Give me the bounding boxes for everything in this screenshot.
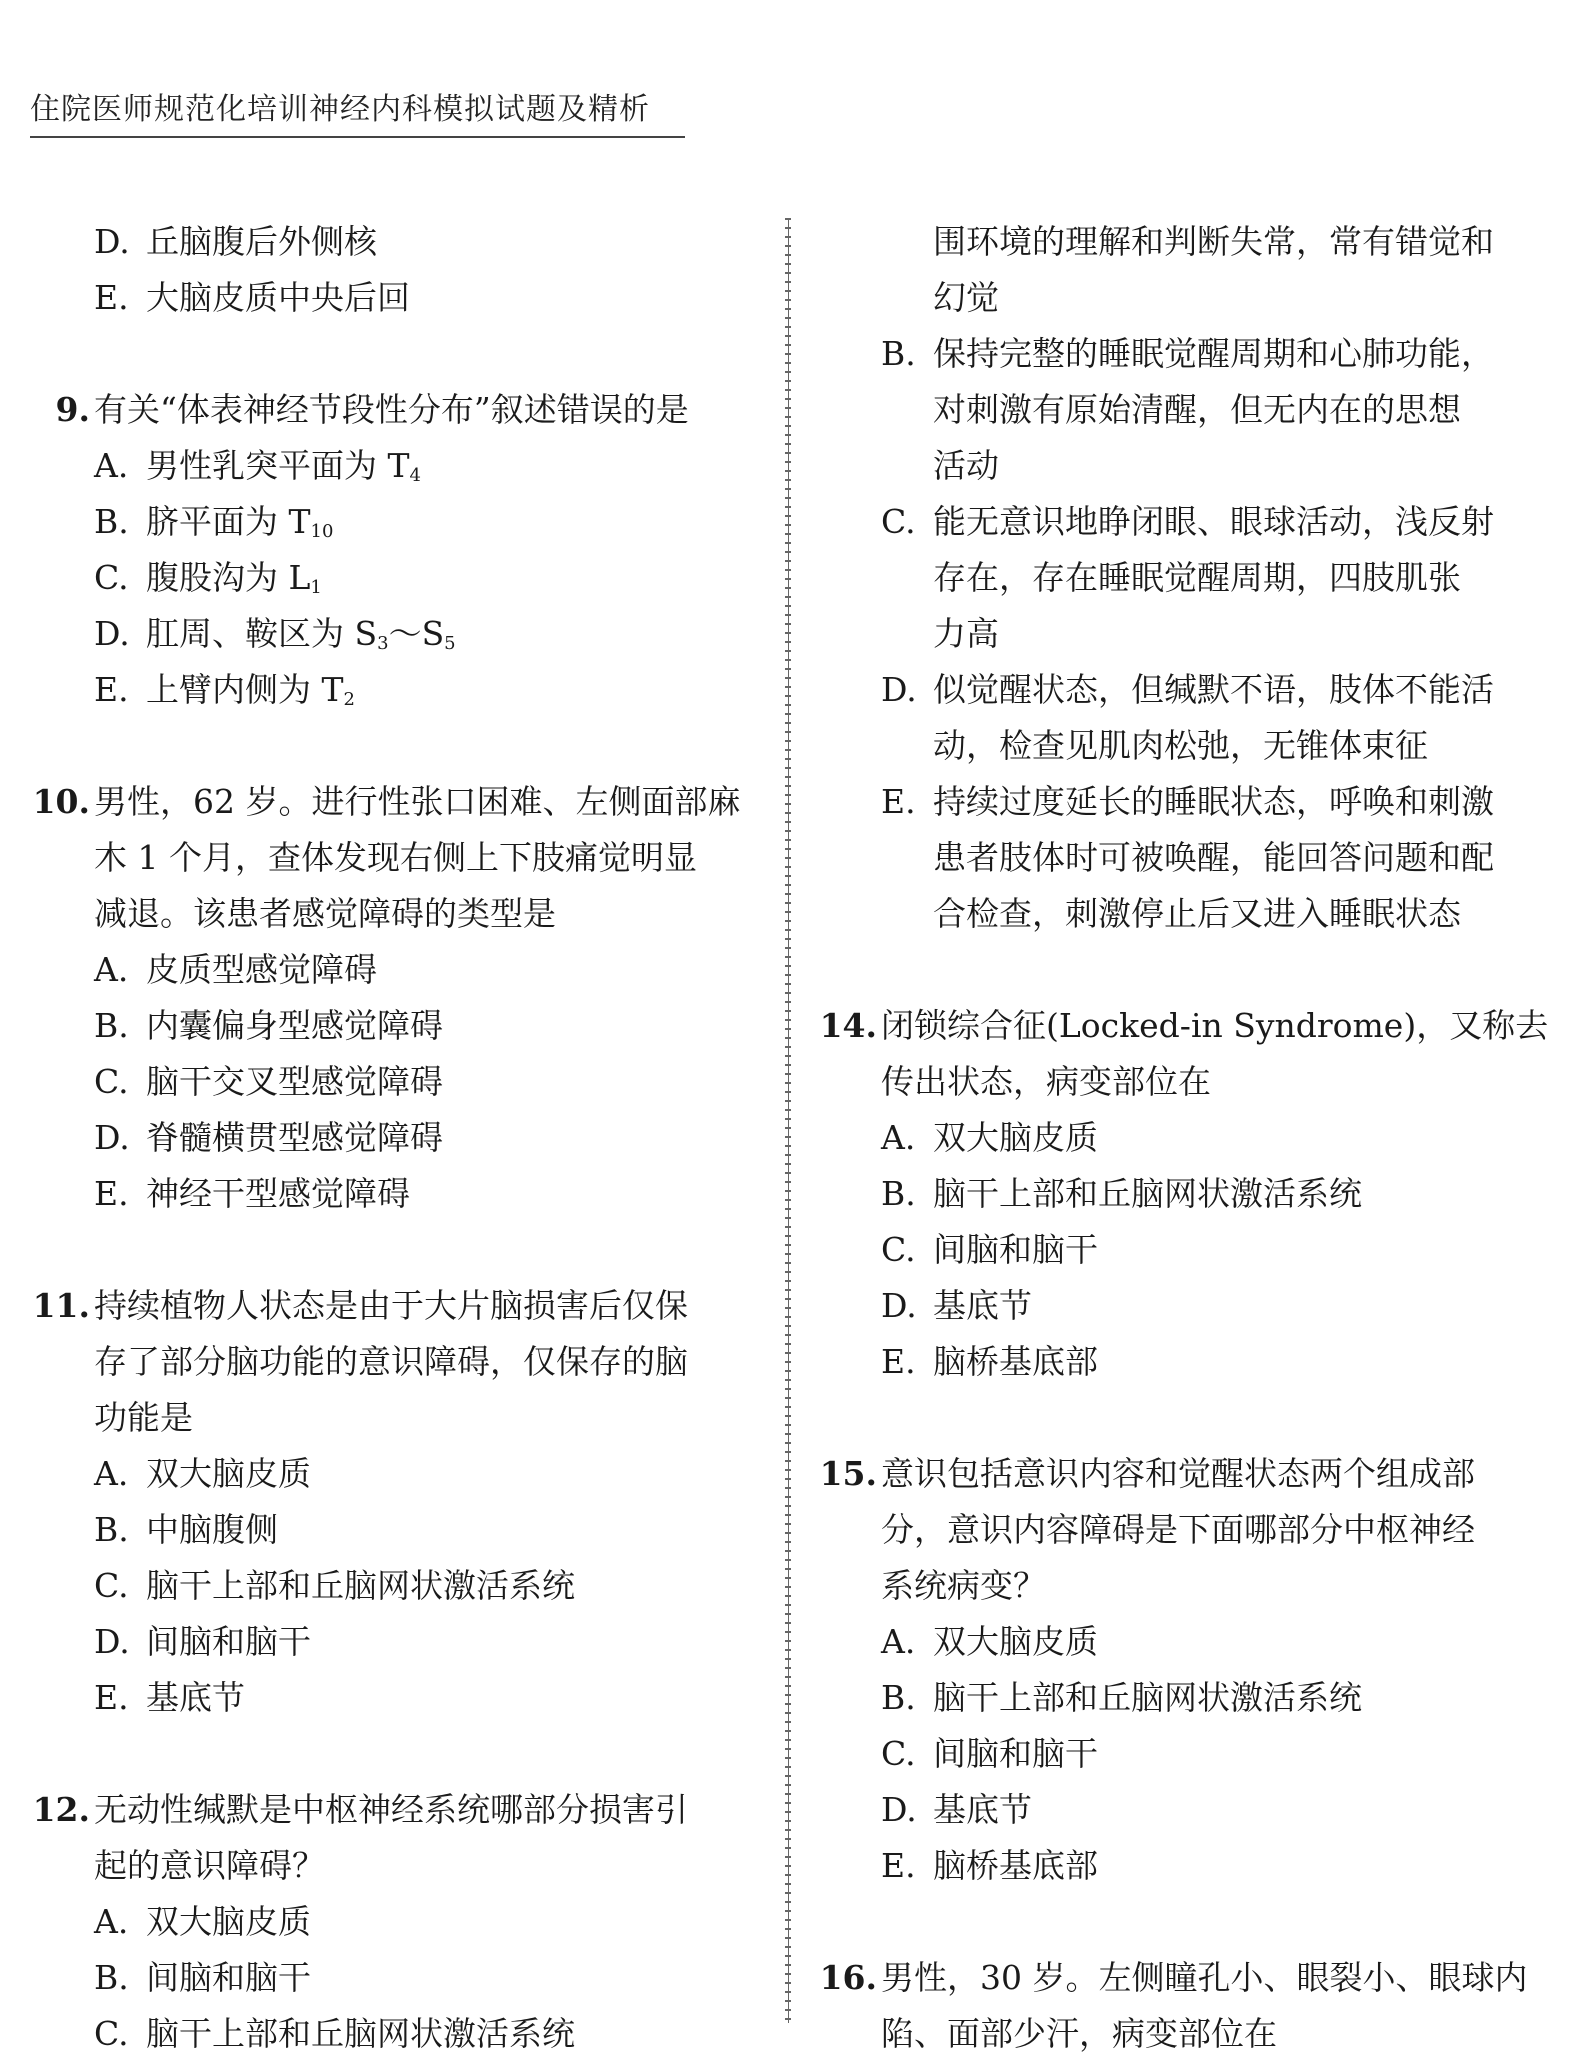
option-continuation: 患者肢体时可被唤醒，能回答问题和配	[933, 838, 1494, 877]
question-9	[28, 382, 763, 718]
option-continuation: 力高	[933, 614, 999, 653]
question-stem: 起的意识障碍？	[94, 1846, 325, 1885]
option: D. 基底节	[881, 1790, 1032, 1829]
option: A. 男性乳突平面为 $T_4$	[94, 446, 421, 486]
right-column	[815, 214, 1560, 2062]
option: B. 脐平面为 $T_{10}$	[94, 502, 334, 542]
question-stem: 存了部分脑功能的意识障碍，仅保存的脑	[94, 1342, 688, 1381]
option: D. 间脑和脑干	[94, 1622, 311, 1661]
option: B. 保持完整的睡眠觉醒周期和心肺功能，	[881, 334, 1494, 373]
option-continuation: 围环境的理解和判断失常，常有错觉和	[933, 222, 1494, 261]
option: D. 似觉醒状态，但缄默不语，肢体不能活	[881, 670, 1494, 709]
question-number: 14.	[819, 1006, 877, 1045]
option-continuation: 活动	[933, 446, 999, 485]
option-continuation: 合检查，刺激停止后又进入睡眠状态	[933, 894, 1461, 933]
option: C. 脑干上部和丘脑网状激活系统	[94, 1566, 575, 1605]
question-number: 9.	[55, 390, 90, 429]
question-stem: 14. 闭锁综合征(Locked-in Syndrome)，又称去	[815, 998, 1560, 1054]
question-12	[28, 1782, 763, 2062]
question-number: 11.	[32, 1286, 90, 1325]
question-stem: 分，意识内容障碍是下面哪部分中枢神经	[881, 1510, 1475, 1549]
option: E. 基底节	[94, 1678, 245, 1717]
option: C. 间脑和脑干	[881, 1230, 1098, 1269]
question-stem: 减退。该患者感觉障碍的类型是	[94, 894, 556, 933]
option: A. 双大脑皮质	[881, 1622, 1098, 1661]
option: E. 脑桥基底部	[881, 1342, 1098, 1381]
question-number: 10.	[32, 782, 90, 821]
column-divider	[785, 218, 791, 2023]
option: A. 双大脑皮质	[94, 1902, 311, 1941]
option: C. 脑干交叉型感觉障碍	[94, 1062, 443, 1101]
option: D. 基底节	[881, 1286, 1032, 1325]
option-continuation: 动，检查见肌肉松弛，无锥体束征	[933, 726, 1428, 765]
question-number: 15.	[819, 1454, 877, 1493]
question-stem: 功能是	[94, 1398, 193, 1437]
option: E. 上臂内侧为 $T_2$	[94, 670, 355, 710]
option: B. 内囊偏身型感觉障碍	[94, 1006, 443, 1045]
question-stem: 木 1 个月，查体发现右侧上下肢痛觉明显	[94, 838, 697, 877]
option: E. 脑桥基底部	[881, 1846, 1098, 1885]
left-column	[28, 214, 763, 2062]
option: D. 肛周、鞍区为 $S_3\sim S_5$	[94, 614, 456, 654]
question-11	[28, 1278, 763, 1726]
option: A. 双大脑皮质	[881, 1118, 1098, 1157]
question-stem: 9. 有关“体表神经节段性分布”叙述错误的是	[28, 382, 763, 438]
running-header: 住院医师规范化培训神经内科模拟试题及精析	[30, 84, 685, 138]
option: C. 间脑和脑干	[881, 1734, 1098, 1773]
option: E. 持续过度延长的睡眠状态，呼唤和刺激	[881, 782, 1494, 821]
option: E. 神经干型感觉障碍	[94, 1174, 410, 1213]
option: B. 脑干上部和丘脑网状激活系统	[881, 1678, 1362, 1717]
question-number: 12.	[32, 1790, 90, 1829]
question-stem: 16. 男性，30 岁。左侧瞳孔小、眼裂小、眼球内	[815, 1950, 1560, 2006]
question-16	[815, 1950, 1560, 2062]
question-stem: 10. 男性，62 岁。进行性张口困难、左侧面部麻	[28, 774, 763, 830]
question-stem: 陷、面部少汗，病变部位在	[881, 2014, 1277, 2053]
question-stem: 系统病变？	[881, 1566, 1046, 1605]
option-continuation: 存在，存在睡眠觉醒周期，四肢肌张	[933, 558, 1461, 597]
question-stem: 15. 意识包括意识内容和觉醒状态两个组成部	[815, 1446, 1560, 1502]
question-15	[815, 1446, 1560, 1894]
question-stem: 11. 持续植物人状态是由于大片脑损害后仅保	[28, 1278, 763, 1334]
option: C. 能无意识地睁闭眼、眼球活动，浅反射	[881, 502, 1494, 541]
option: C. 腹股沟为 $L_1$	[94, 558, 322, 598]
option: D. 丘脑腹后外侧核	[94, 222, 377, 261]
option: B. 间脑和脑干	[94, 1958, 311, 1997]
question-14	[815, 998, 1560, 1390]
option: A. 皮质型感觉障碍	[94, 950, 377, 989]
option-continuation: 幻觉	[933, 278, 999, 317]
question-stem: 传出状态，病变部位在	[881, 1062, 1211, 1101]
option-continuation: 对刺激有原始清醒，但无内在的思想	[933, 390, 1461, 429]
question-10	[28, 774, 763, 1222]
question-13-options	[815, 326, 1560, 942]
option: B. 中脑腹侧	[94, 1510, 278, 1549]
question-stem: 12. 无动性缄默是中枢神经系统哪部分损害引	[28, 1782, 763, 1838]
option: B. 脑干上部和丘脑网状激活系统	[881, 1174, 1362, 1213]
question-number: 16.	[819, 1958, 877, 1997]
option: C. 脑干上部和丘脑网状激活系统	[94, 2014, 575, 2053]
option: D. 脊髓横贯型感觉障碍	[94, 1118, 443, 1157]
option: E. 大脑皮质中央后回	[94, 278, 410, 317]
option: A. 双大脑皮质	[94, 1454, 311, 1493]
